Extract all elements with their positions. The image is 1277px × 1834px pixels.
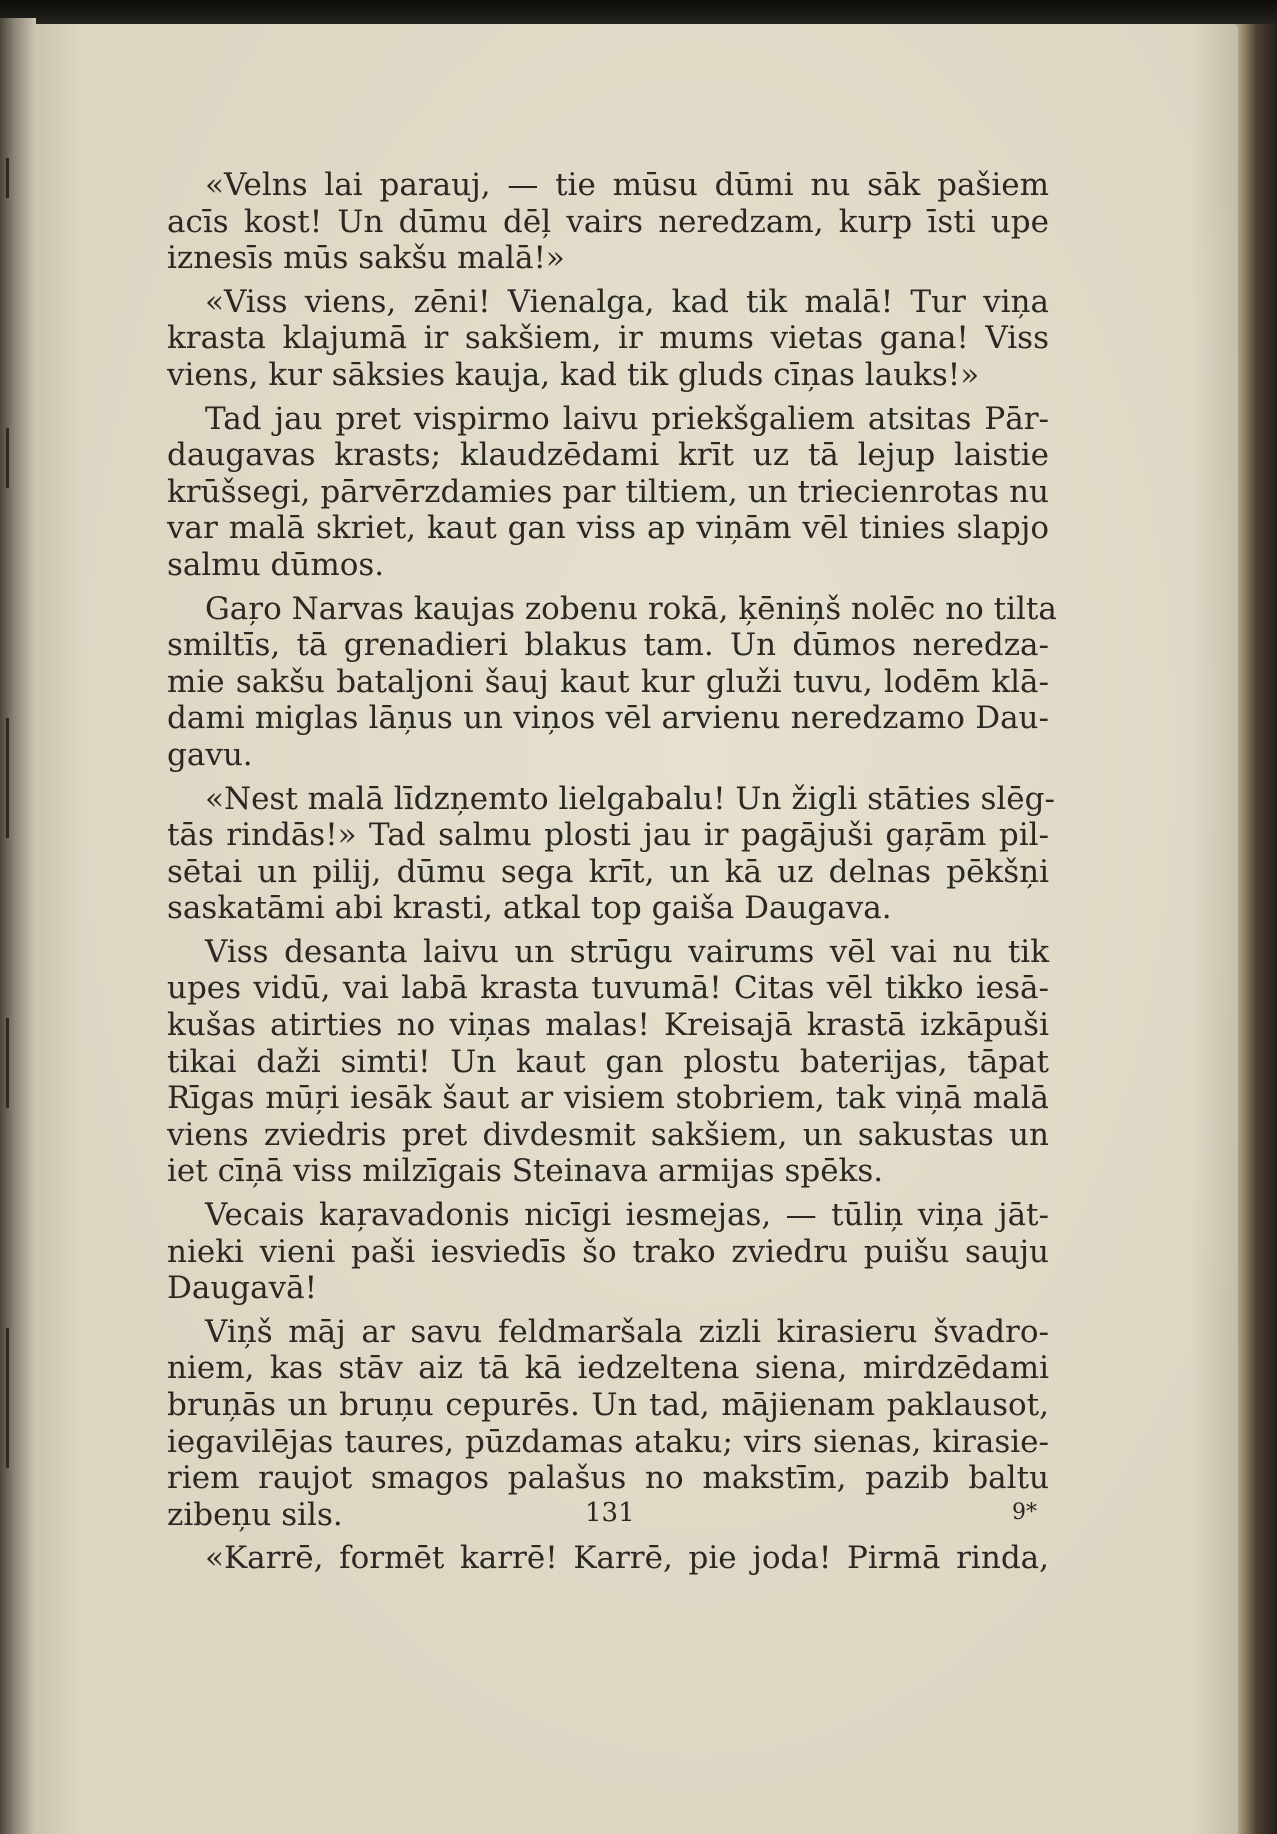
text-line: viens zviedris pret divdesmit sakšiem, un sakustas un xyxy=(167,1116,1049,1153)
paragraph-gap xyxy=(167,1307,1049,1314)
text-line: viens, kur sāksies kauja, kad tik gluds cīņas lauks!» xyxy=(167,356,980,393)
text-line: Vecais kaŗavadonis nicīgi iesmejas, — tūliņ viņa jāt- xyxy=(205,1197,1049,1234)
text-line: Viss desanta laivu un strūgu vairums vēl vai nu tik xyxy=(205,933,1049,970)
text-line: Gaŗo Narvas kaujas zobenu rokā, ķēniņš nolēc no tilta xyxy=(205,590,1057,627)
text-line: riem raujot smagos palašus no makstīm, pazib baltu xyxy=(167,1460,1049,1497)
text-line: Viņš māj ar savu feldmaršala zizli kirasieru švadro- xyxy=(205,1313,1049,1350)
text-line: niem, kas stāv aiz tā kā iedzeltena siena, mirdzēdami xyxy=(167,1350,1049,1387)
paragraph-gap xyxy=(167,774,1049,781)
text-line: Rīgas mūŗi iesāk šaut ar visiem stobriem, tak viņā malā xyxy=(167,1080,1049,1117)
page-stack-edge xyxy=(1232,24,1277,1834)
text-line: zibeņu sils. xyxy=(167,1496,343,1533)
text-line: krasta klajumā ir sakšiem, ir mums vietas gana! Viss xyxy=(167,320,1049,357)
text-line: gavu. xyxy=(167,736,253,773)
text-line: «Karrē, formēt karrē! Karrē, pie joda! Pirmā rinda, xyxy=(205,1540,1049,1577)
text-line: «Nest malā līdzņemto lielgabalu! Un žigli stāties slēg- xyxy=(205,780,1055,817)
text-line: «Viss viens, zēni! Vienalga, kad tik malā! Tur viņa xyxy=(205,283,1049,320)
paragraph-gap xyxy=(167,1533,1049,1540)
book-binding-gutter xyxy=(0,18,36,1834)
text-line: iznesīs mūs sakšu malā!» xyxy=(167,240,565,277)
binding-mark xyxy=(6,158,9,198)
binding-mark xyxy=(6,718,9,838)
binding-mark xyxy=(6,1018,9,1108)
text-line: var malā skriet, kaut gan viss ap viņām vēl tinies slapjo xyxy=(167,510,1049,547)
text-line: sētai un pilij, dūmu sega krīt, un kā uz delnas pēkšņi xyxy=(167,853,1049,890)
printer-signature-mark: 9* xyxy=(1012,1500,1037,1525)
body-text xyxy=(167,167,1057,1577)
text-line: iet cīņā viss milzīgais Steinava armijas spēks. xyxy=(167,1153,884,1190)
text-line: mie sakšu bataljoni šauj kaut kur gluži tuvu, lodēm klā- xyxy=(167,663,1049,700)
page-number: 131 xyxy=(585,1498,635,1528)
paragraph-gap xyxy=(167,394,1049,401)
paragraph-gap xyxy=(167,927,1049,934)
text-line: iegavilējas taures, pūzdamas ataku; virs sienas, kirasie- xyxy=(167,1423,1049,1460)
text-line: smiltīs, tā grenadieri blakus tam. Un dūmos neredza- xyxy=(167,627,1049,664)
text-line: kušas atirties no viņas malas! Kreisajā krastā izkāpuši xyxy=(167,1007,1049,1044)
text-line: dami miglas lāņus un viņos vēl arvienu neredzamo Dau- xyxy=(167,700,1049,737)
text-line: upes vidū, vai labā krasta tuvumā! Citas vēl tikko iesā- xyxy=(167,970,1049,1007)
text-line: tikai daži simti! Un kaut gan plostu baterijas, tāpat xyxy=(167,1043,1049,1080)
binding-mark xyxy=(6,428,9,488)
paragraph-gap xyxy=(167,1190,1049,1197)
text-line: Daugavā! xyxy=(167,1270,318,1307)
text-line: bruņās un bruņu cepurēs. Un tad, mājienam paklausot, xyxy=(167,1387,1049,1423)
text-line: daugavas krasts; klaudzēdami krīt uz tā lejup laistie xyxy=(167,437,1049,474)
text-line: tās rindās!» Tad salmu plosti jau ir pagājuši gaŗām pil- xyxy=(167,817,1049,854)
paragraph-gap xyxy=(167,277,1049,284)
text-line: «Velns lai parauj, — tie mūsu dūmi nu sāk pašiem xyxy=(205,167,1049,203)
text-line: nieki vieni paši iesviedīs šo trako zviedru puišu sauju xyxy=(167,1233,1049,1270)
text-line: krūšsegi, pārvērzdamies par tiltiem, un triecienrotas nu xyxy=(167,473,1049,510)
text-line: Tad jau pret vispirmo laivu priekšgaliem atsitas Pār- xyxy=(205,400,1049,437)
text-line: salmu dūmos. xyxy=(167,546,385,583)
paragraph-gap xyxy=(167,584,1049,591)
text-line: acīs kost! Un dūmu dēļ vairs neredzam, kurp īsti upe xyxy=(167,203,1049,240)
text-line: saskatāmi abi krasti, atkal top gaiša Daugava. xyxy=(167,890,892,927)
binding-mark xyxy=(6,1328,9,1468)
